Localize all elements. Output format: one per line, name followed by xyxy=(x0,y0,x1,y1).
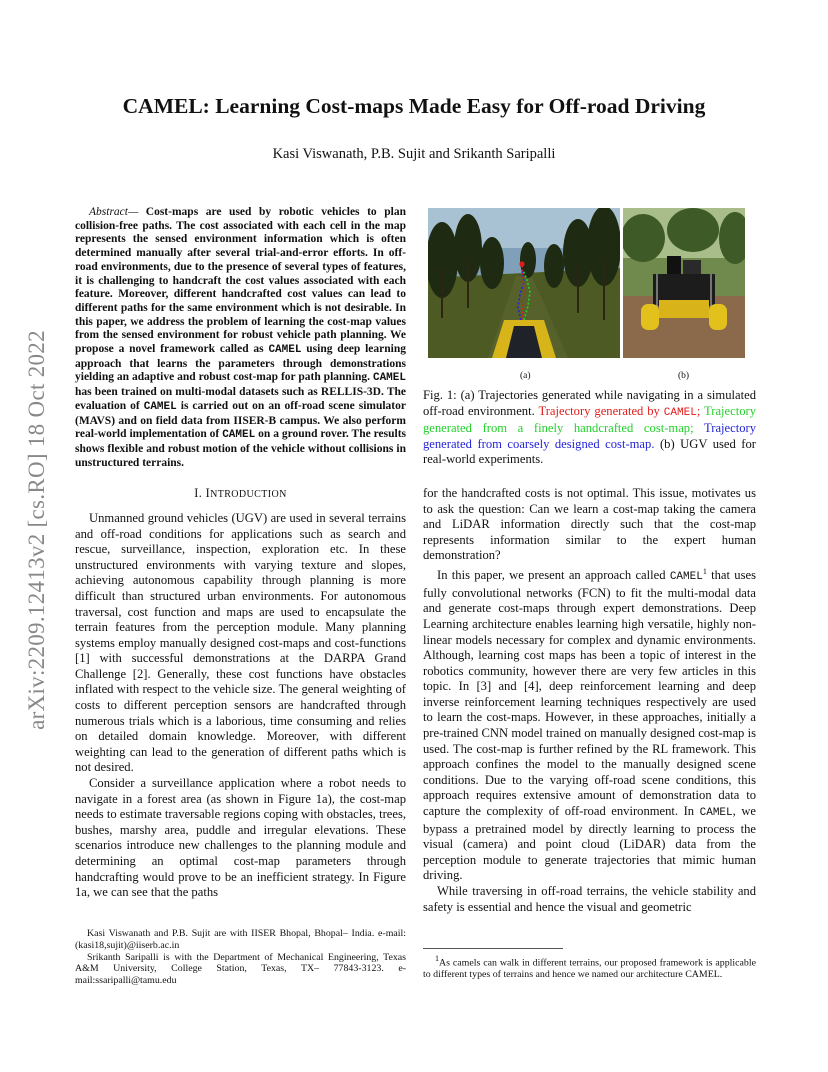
right-paragraph-3: While traversing in off-road terrains, the vehicle stability and safety is essential and hence the visual and geometric xyxy=(423,884,756,914)
figure-1 xyxy=(423,206,756,381)
footnote-rule xyxy=(423,948,563,949)
abstract: Abstract— Cost-maps are used by robotic vehicles to plan collision-free paths. The cost associated with each cell in the map represents the sensed environment information which is often determined manually after several trial-and-error efforts. In off-road environments, due to the presence of several types of features, it is challenging to handcraft the cost values associated with each feature. Moreover, different handcrafted cost values can lead to different paths for the same environment which is not desirable. In this paper, we address the problem of learning the cost-map values from the sensed environment for robust vehicle path planning. We propose a novel framework called as CAMEL using deep learning approach that learns the parameters through demonstrations yielding an adaptive and robust cost-map for path planning. CAMEL has been trained on multi-modal datasets such as RELLIS-3D. The evaluation of CAMEL is carried out on an off-road scene simulator (MAVS) and on field data from IISER-B campus. We also perform real-world implementation of CAMEL on a ground rover. The results shows flexible and robust motion of the vehicle without collisions in unstructured terrains. xyxy=(75,206,406,469)
arxiv-identifier xyxy=(22,290,52,770)
simulated-forest-image xyxy=(428,208,620,358)
paper-title: CAMEL: Learning Cost-maps Made Easy for Off-road Driving xyxy=(122,94,706,118)
caption-fine-trajectory: Trajectory generated from a finely handcrafted cost-map xyxy=(423,403,757,436)
arxiv-identifier-text: arXiv:2209.12413v2 [cs.RO] 18 Oct 2022 xyxy=(24,330,49,730)
abstract-label: Abstract— xyxy=(89,206,139,218)
right-body-text xyxy=(423,486,756,915)
intro-paragraph-1: Unmanned ground vehicles (UGV) are used in several terrains and off-road conditions for applications such as search and rescue, surveillance, inspection, exploration etc. In these unstructured environments with varying texture and slopes, achieving autonomous capability through planning is more difficult than structured urban environments. For autonomous traversal, cost function and maps are used to encapsulate the terrain features from the perception module. Many planning systems employ manually designed cost-maps and cost-functions [1] with successful demonstrations at the DARPA Grand Challenge [2]. Generally, these cost functions have obstacles inflated with respect to the vehicle size. The general weighting of costs to different perception sensors are handcrafted through numerous trials which is a laborious, time consuming and relies on detailed domain knowledge. Moreover, with different weighting can lead to the generation of different paths which is not desired. xyxy=(75,510,406,775)
camel-name: CAMEL xyxy=(372,372,406,385)
left-column xyxy=(75,206,406,901)
caption-camel-trajectory: Trajectory generated by xyxy=(538,403,664,418)
camel-name: CAMEL xyxy=(268,344,302,357)
intro-paragraph-2: Consider a surveillance application where a robot needs to navigate in a forest area (as shown in Figure 1a), the cost-map needs to estimate traversable regions coping with obstacles, trees, bushes, marshy area, puddle and irregular elevations. These scenarios introduce new challenges to the planning module and determining an optimal cost-map parameters through handcrafting would prove to be an inefficient strategy. In Figure 1a, we can see that the paths xyxy=(75,776,406,900)
footnote-affiliation-2: Srikanth Saripalli is with the Department of Mechanical Engineering, Texas A&M University, College Station, Texas, TX– 77843-3123. e-mail:ssaripalli@tamu.edu xyxy=(75,951,406,987)
caption-coarse-trajectory: Trajectory generated from coarsely designed cost-map. xyxy=(423,421,757,451)
camel-name: CAMEL xyxy=(222,429,256,442)
footnote-camel: $^1$As camels can walk in different terrains, our proposed framework is applicable to different types of terrains and hence we named our architecture CAMEL. xyxy=(423,954,756,981)
figure-label-b: (b) xyxy=(678,371,690,381)
author-footnotes xyxy=(75,928,406,987)
ugv-rover-photo xyxy=(623,208,745,358)
right-paragraph-1: for the handcrafted costs is not optimal. This issue, motivates us to ask the question: Can we learn a cost-map taking the camera and LiDAR information directly such that the cost-map represents information similar to the expert human demonstration? xyxy=(423,485,756,563)
footnote-affiliation-1: Kasi Viswanath and P.B. Sujit are with IISER Bhopal, Bhopal– India. e-mail:(kasi18,sujit)@iiserb.ac.in xyxy=(75,928,406,951)
camel-name: CAMEL xyxy=(143,400,177,413)
paper-authors: Kasi Viswanath, P.B. Sujit and Srikanth Saripalli xyxy=(272,146,556,162)
figure-caption: Fig. 1: (a) Trajectories generated while navigating in a simulated off-road environment. Trajectory generated by CAMEL; Trajectory generated from a finely handcrafted cost-map; Trajectory generated from coarsely designed cost-map. (b) UGV used for real-world experiments. xyxy=(423,388,757,467)
figure-label-a: (a) xyxy=(520,371,531,381)
right-column xyxy=(423,206,756,915)
section-heading-introduction: I. INTRODUCTION xyxy=(194,486,287,501)
right-paragraph-2: In this paper, we present an approach called CAMEL$^1$ that uses fully convolutional networks (FCN) to fit the multi-modal data and generate cost-maps through expert demonstrations. Deep Learning architecture enables learning high versatile, highly non-linear models necessary for complex and dynamic environments. Although, learning cost maps has been a topic of interest in the robotics community, however there are very few articles in this topic. In [3] and [4], deep reinforcement learning and deep inverse reinforcement learning techniques respectively are used to learn the cost-maps. However, in these approaches, initially a pre-trained CNN model trained on manually designed cost-map is used. The cost-map is further refined by the RL framework. This approach confines the model to the manually designed scene conditions. Due to the varying off-road scene conditions, this approach requires extensive amount of demonstration data to capture the complexity of off-road environment. In CAMEL, we bypass a pretrained model by directly learning to process the visual (camera) and point cloud (LiDAR) data from the perception module to generate trajectories that mimic human driving. xyxy=(423,566,757,883)
